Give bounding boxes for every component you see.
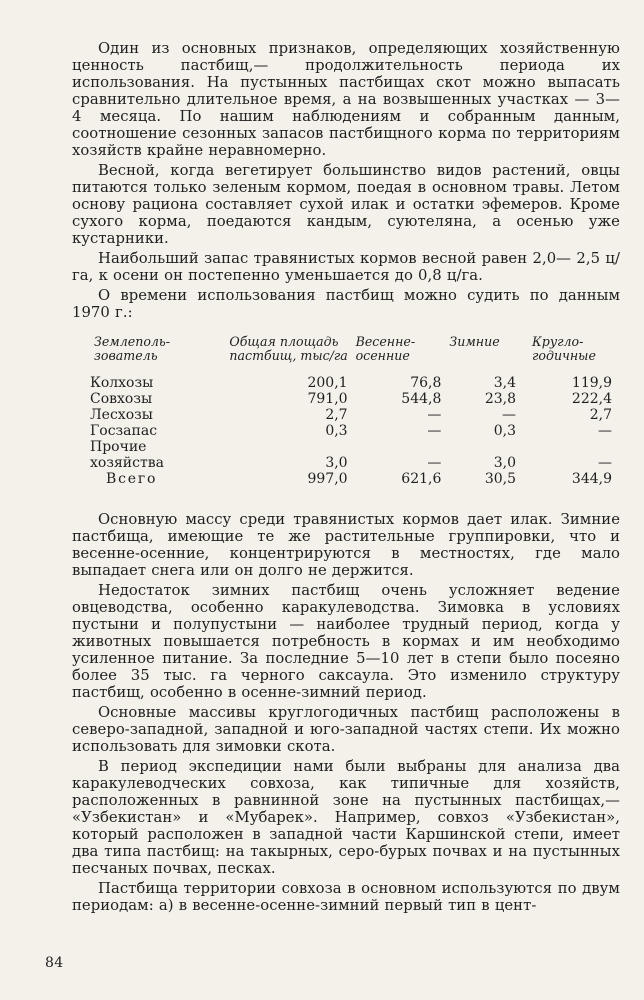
winter-value: 0,3 [493,423,517,439]
paragraph-pasture-value: Один из основных признаков, определяющих хозяйственную ценность пастбищ,— продолжительность периода их использования. На пустынных пастбищах скот можно выпасать сравнительно длительное время, а на возвышенных участках — 3—4 месяца. По нашим наблюдениям и собранным данным, соотношение сезонных запасов пастбищного корма по территориям хозяйств крайне неравномерно. [72,40,620,159]
year-round-value: 344,9 [571,471,612,487]
winter-value: 3,4 [493,375,517,391]
paragraph-year-round-pastures: Основные массивы круглогодичных пастбищ расположены в северо-западной, западной и юго-западной частях степи. Их можно использовать для зимовки скота. [72,704,620,755]
table-body [72,375,620,487]
year-round-value: — [598,455,612,471]
table-header [72,335,620,375]
land-user-name-line2: хозяйства [90,455,164,471]
table-row-total [72,471,620,487]
year-round-value: 2,7 [589,407,612,423]
paragraph-spring-feed: Весной, когда вегетирует большинство видов растений, овцы питаются только зеленым кормом, поедая в основном травы. Летом основу рациона составляет сухой илак и остатки эфемеров. Кроме сухого корма, поедаются кандым, суютеляна, а осенью уже кустарники. [72,162,620,247]
land-user-name: Совхозы [90,391,153,407]
empty-cell [223,439,355,455]
header-land-user: Землеполь- зователь [94,334,171,363]
table-row [72,375,620,391]
paragraph-winter-pastures: Недостаток зимних пастбищ очень усложняет ведение овцеводства, особенно каракулеводства. Зимовка в условиях пустыни и полупустыни — наиболее трудный период, когда у животных повышается потребность в кормах и им необходимо усиленное питание. За последние 5—10 лет в степи было посеяно более 35 тыс. га черного саксаула. Это изменило структуру пастбищ, особенно в осенне-зимний период. [72,582,620,701]
total-row-label: Всего [106,471,158,487]
table-row [72,423,620,439]
table-row [72,439,620,455]
paragraph-expedition: В период экспедиции нами были выбраны для анализа два каракулеводческих совхоза, как типичные для хозяйств, расположенных в равнинной зоне на пустынных пастбищах,— «Узбекистан» и «Мубарек». Например, совхоз «Узбекистан», который расположен в западной части Каршинской степи, имеет два типа пастбищ: на такырных, серо-бурых почвах и на пустынных песчаных почвах, песках. [72,758,620,877]
total-area-value: 2,7 [325,407,348,423]
empty-cell [524,439,620,455]
paragraph-ilak: Основную массу среди травянистых кормов дает илак. Зимние пастбища, имеющие те же растительные группировки, что и весенне-осенние, концентрируются в местностях, где мало выпадает снега или он долго не держится. [72,511,620,579]
land-user-name: Колхозы [90,375,154,391]
spring-autumn-value: 544,8 [401,391,442,407]
table-row [72,407,620,423]
winter-value: — [502,407,517,423]
empty-cell [449,439,524,455]
spring-autumn-value: 621,6 [401,471,442,487]
table-row [72,391,620,407]
paragraph-table-intro: О времени использования пастбищ можно судить по данным 1970 г.: [72,287,620,321]
empty-cell [356,439,450,455]
year-round-value: — [598,423,612,439]
table-row [72,455,620,471]
pasture-usage-table [72,335,620,487]
header-winter: Зимние [449,334,500,349]
spring-autumn-value: 76,8 [410,375,442,391]
winter-value: 3,0 [493,455,517,471]
table-spacer [72,487,620,497]
land-user-name: Госзапас [90,423,158,439]
paragraph-feed-stock: Наибольший запас травянистых кормов весной равен 2,0— 2,5 ц/га, к осени он постепенно уменьшается до 0,8 ц/га. [72,250,620,284]
header-total-area: Общая площадь пастбищ, тыс/га [229,334,348,363]
year-round-value: 119,9 [571,375,612,391]
total-area-value: 791,0 [307,391,348,407]
header-year-round: Кругло- годичные [532,334,596,363]
winter-value: 23,8 [484,391,517,407]
winter-value: 30,5 [484,471,517,487]
total-area-value: 0,3 [325,423,348,439]
paragraph-periods: Пастбища территории совхоза в основном используются по двум периодам: а) в весенне-осенне-зимний первый тип в цент- [72,880,620,914]
page-number: 84 [45,955,64,971]
land-user-name-line1: Прочие [90,439,147,455]
spring-autumn-value: — [427,455,442,471]
total-area-value: 200,1 [307,375,348,391]
total-area-value: 997,0 [307,471,348,487]
spring-autumn-value: — [427,407,442,423]
spring-autumn-value: — [427,423,442,439]
land-user-name: Лесхозы [90,407,153,423]
header-spring-autumn: Весенне- осенние [355,334,416,363]
table-header-row [72,335,620,375]
total-area-value: 3,0 [325,455,348,471]
year-round-value: 222,4 [571,391,612,407]
